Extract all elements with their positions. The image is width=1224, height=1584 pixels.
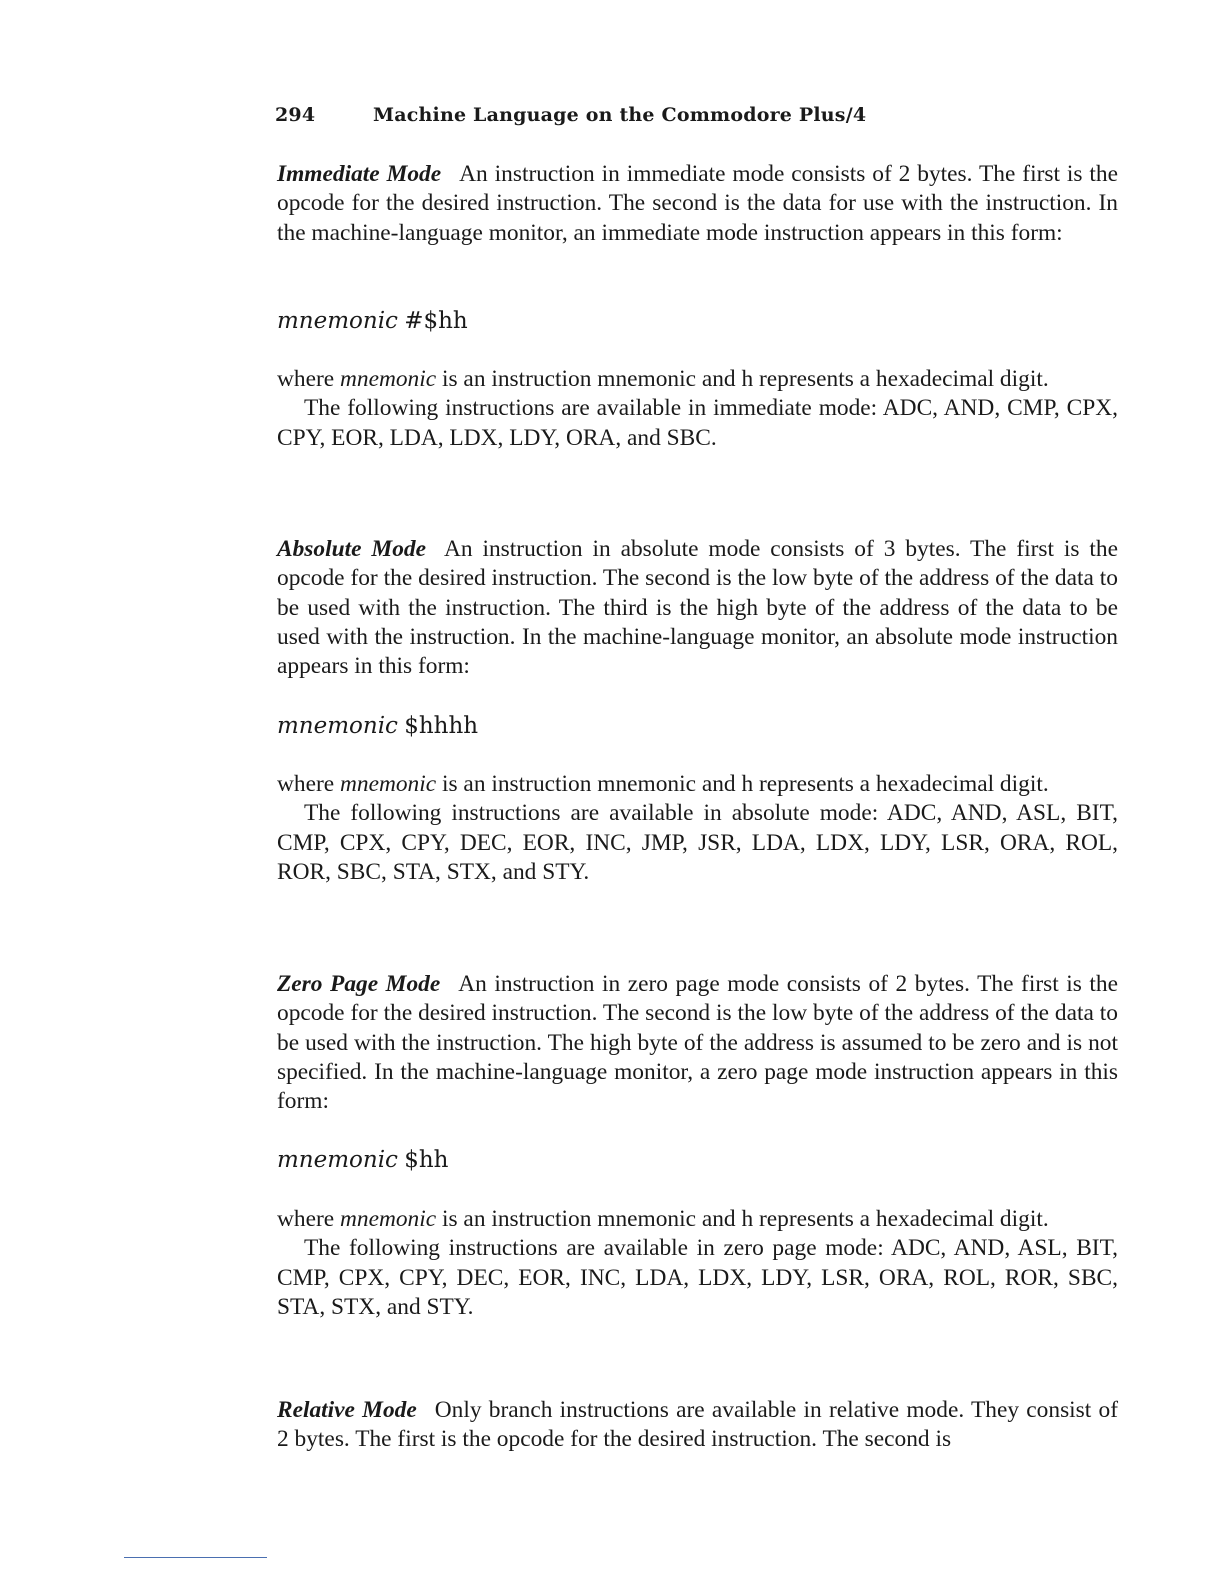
- zero-page-mode-syntax: [277, 1145, 448, 1175]
- where-mnemonic: mnemonic: [340, 1206, 437, 1232]
- absolute-mode-where: [277, 770, 1118, 887]
- zero-page-mode-term: Zero Page Mode: [277, 971, 441, 997]
- immediate-mode-available: The following instructions are available in immediate mode: ADC, AND, CMP, CPX, CPY, EOR, LDA, LDX, LDY, ORA, and SBC.: [277, 395, 1118, 451]
- zero-page-mode-where: [277, 1205, 1118, 1322]
- syntax-operand: #$hh: [404, 308, 468, 334]
- book-title: Machine Language on the Commodore Plus/4: [373, 104, 867, 126]
- absolute-mode-syntax: [277, 711, 478, 741]
- footnote-rule: [124, 1557, 267, 1558]
- where-mnemonic: mnemonic: [340, 771, 437, 797]
- absolute-mode-term: Absolute Mode: [277, 536, 426, 562]
- syntax-mnemonic: mnemonic: [277, 713, 398, 739]
- zero-page-mode-available: The following instructions are available in zero page mode: ADC, AND, ASL, BIT, CMP, CPX, CPY, DEC, EOR, INC, LDA, LDX, LDY, LSR, ORA, ROL, ROR, SBC, STA, STX, and STY.: [277, 1235, 1118, 1320]
- immediate-mode-term: Immediate Mode: [277, 161, 442, 187]
- immediate-mode-where: [277, 365, 1118, 453]
- running-head: [275, 104, 866, 126]
- immediate-mode-intro: [277, 160, 1118, 248]
- zero-page-mode-text: An instruction in zero page mode consists of 2 bytes. The first is the opcode for the desired instruction. The second is the low byte of the address of the data to be used with the instruction. The high byte of the address is assumed to be zero and is not specified. In the machine-language monitor, a zero page mode instruction appears in this form:: [277, 971, 1119, 1115]
- immediate-mode-text: An instruction in immediate mode consists of 2 bytes. The first is the opcode for the desired instruction. The second is the data for use with the instruction. In the machine-language monitor, an immediate mode instruction appears in this form:: [277, 161, 1118, 246]
- syntax-operand: $hh: [404, 1147, 449, 1173]
- absolute-mode-text: An instruction in absolute mode consists of 3 bytes. The first is the opcode for the desired instruction. The second is the low byte of the address of the data to be used with the instruction. The third is the high byte of the address of the data to be used with the instruction. In the machine-language monitor, an absolute mode instruction appears in this form:: [277, 536, 1119, 680]
- syntax-operand: $hhhh: [404, 713, 479, 739]
- where-mnemonic: mnemonic: [340, 366, 437, 392]
- syntax-mnemonic: mnemonic: [277, 1147, 398, 1173]
- absolute-mode-available: The following instructions are available in absolute mode: ADC, AND, ASL, BIT, CMP, CPX, CPY, DEC, EOR, INC, JMP, JSR, LDA, LDX, LDY, LSR, ORA, ROL, ROR, SBC, STA, STX, and STY.: [277, 800, 1118, 885]
- where-text-rest: is an instruction mnemonic and h represents a hexadecimal digit.: [436, 771, 1049, 797]
- where-text-rest: is an instruction mnemonic and h represents a hexadecimal digit.: [436, 366, 1049, 392]
- immediate-mode-syntax: [277, 306, 468, 336]
- zero-page-mode-intro: [277, 970, 1118, 1116]
- where-text: where: [277, 366, 340, 392]
- where-text: where: [277, 1206, 340, 1232]
- syntax-mnemonic: mnemonic: [277, 308, 398, 334]
- relative-mode-term: Relative Mode: [277, 1397, 417, 1423]
- relative-mode-text: Only branch instructions are available in relative mode. They consist of 2 bytes. The first is the opcode for the desired instruction. The second is: [277, 1397, 1119, 1453]
- page-number: 294: [275, 104, 316, 126]
- where-text: where: [277, 771, 340, 797]
- where-text-rest: is an instruction mnemonic and h represents a hexadecimal digit.: [436, 1206, 1049, 1232]
- absolute-mode-intro: [277, 535, 1118, 681]
- relative-mode-intro: [277, 1396, 1118, 1455]
